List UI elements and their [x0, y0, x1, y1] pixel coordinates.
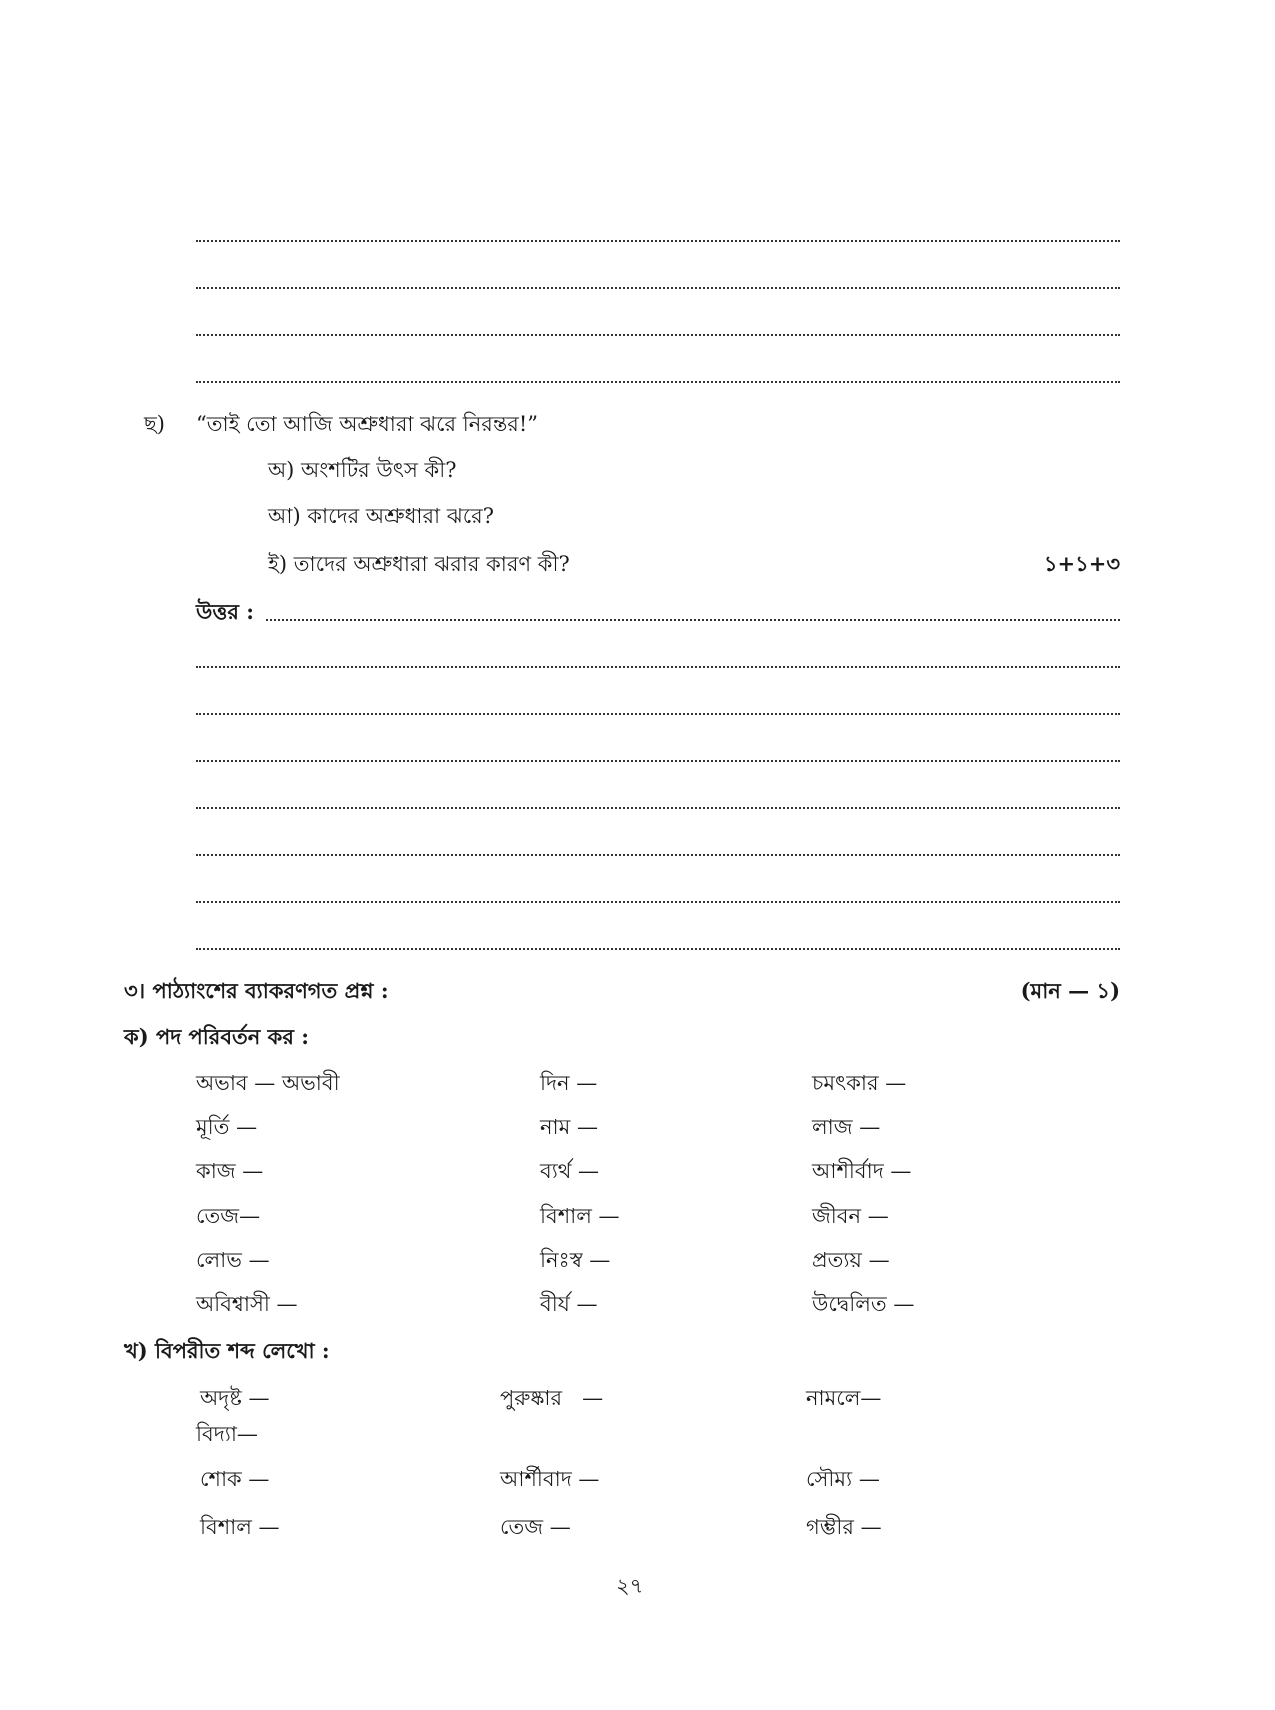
- word-item: অবিশ্বাসী —: [196, 1292, 298, 1316]
- answer-line[interactable]: [196, 854, 1120, 856]
- sub-question: ই) তাদের অশ্রুধারা ঝরার কারণ কী?: [268, 552, 570, 576]
- question-marks: ১+১+৩: [1043, 551, 1120, 576]
- word-item: নামলে—: [806, 1386, 882, 1410]
- word-item: বিশাল —: [200, 1515, 280, 1539]
- answer-line[interactable]: [196, 901, 1120, 903]
- answer-line[interactable]: [196, 381, 1120, 383]
- word-item: আর্শীবাদ —: [500, 1467, 600, 1491]
- word-item: বিদ্যা—: [196, 1422, 258, 1446]
- word-item: উদ্বেলিত —: [812, 1292, 915, 1316]
- answer-line[interactable]: [266, 619, 1120, 621]
- word-item: কাজ —: [196, 1159, 264, 1183]
- word-item: চমৎকার —: [812, 1071, 907, 1095]
- question-marker: ছ): [144, 412, 165, 436]
- sub-question: আ) কাদের অশ্রুধারা ঝরে?: [268, 504, 494, 528]
- answer-line[interactable]: [196, 807, 1120, 809]
- word-item: নাম —: [540, 1115, 598, 1139]
- word-item: শোক —: [200, 1467, 270, 1491]
- section-heading: ৩। পাঠ্যাংশের ব্যাকরণগত প্রশ্ন :: [124, 978, 389, 1003]
- word-item: তেজ —: [500, 1515, 571, 1539]
- word-item: মূর্তি —: [196, 1115, 258, 1139]
- word-item: বিশাল —: [540, 1204, 620, 1228]
- part-kha-heading: খ) বিপরীত শব্দ লেখো :: [124, 1338, 330, 1363]
- answer-line[interactable]: [196, 948, 1120, 950]
- word-item: গম্ভীর —: [806, 1515, 882, 1539]
- page-number: ২৭: [616, 1574, 644, 1598]
- answer-line[interactable]: [196, 334, 1120, 336]
- word-item: নিঃস্ব —: [540, 1248, 611, 1272]
- answer-line[interactable]: [196, 287, 1120, 289]
- word-item: সৌম্য —: [806, 1467, 880, 1491]
- answer-line[interactable]: [196, 760, 1120, 762]
- word-item: ব্যর্থ —: [540, 1159, 600, 1183]
- word-item: তেজ—: [196, 1204, 261, 1228]
- word-item: দিন —: [540, 1071, 598, 1095]
- word-item: বীর্য —: [540, 1292, 598, 1316]
- part-ka-heading: ক) পদ পরিবর্তন কর :: [124, 1024, 309, 1049]
- word-item: অভাব — অভাবী: [196, 1071, 340, 1095]
- answer-line[interactable]: [196, 666, 1120, 668]
- answer-line[interactable]: [196, 240, 1120, 242]
- answer-line[interactable]: [196, 713, 1120, 715]
- word-item: অদৃষ্ট —: [200, 1386, 270, 1410]
- sub-question: অ) অংশটির উৎস কী?: [268, 458, 457, 482]
- word-item: লোভ —: [196, 1248, 270, 1272]
- word-item: প্রত্যয় —: [812, 1248, 890, 1272]
- word-item: জীবন —: [812, 1204, 889, 1228]
- answer-label: উত্তর :: [196, 599, 254, 624]
- word-item: আশীর্বাদ —: [812, 1159, 912, 1183]
- question-quote: “তাই তো আজি অশ্রুধারা ঝরে নিরন্তর!”: [196, 412, 539, 436]
- word-item: লাজ —: [812, 1115, 881, 1139]
- section-marks: (মান — ১): [1020, 978, 1120, 1003]
- word-item: পুরুষ্কার —: [500, 1386, 604, 1410]
